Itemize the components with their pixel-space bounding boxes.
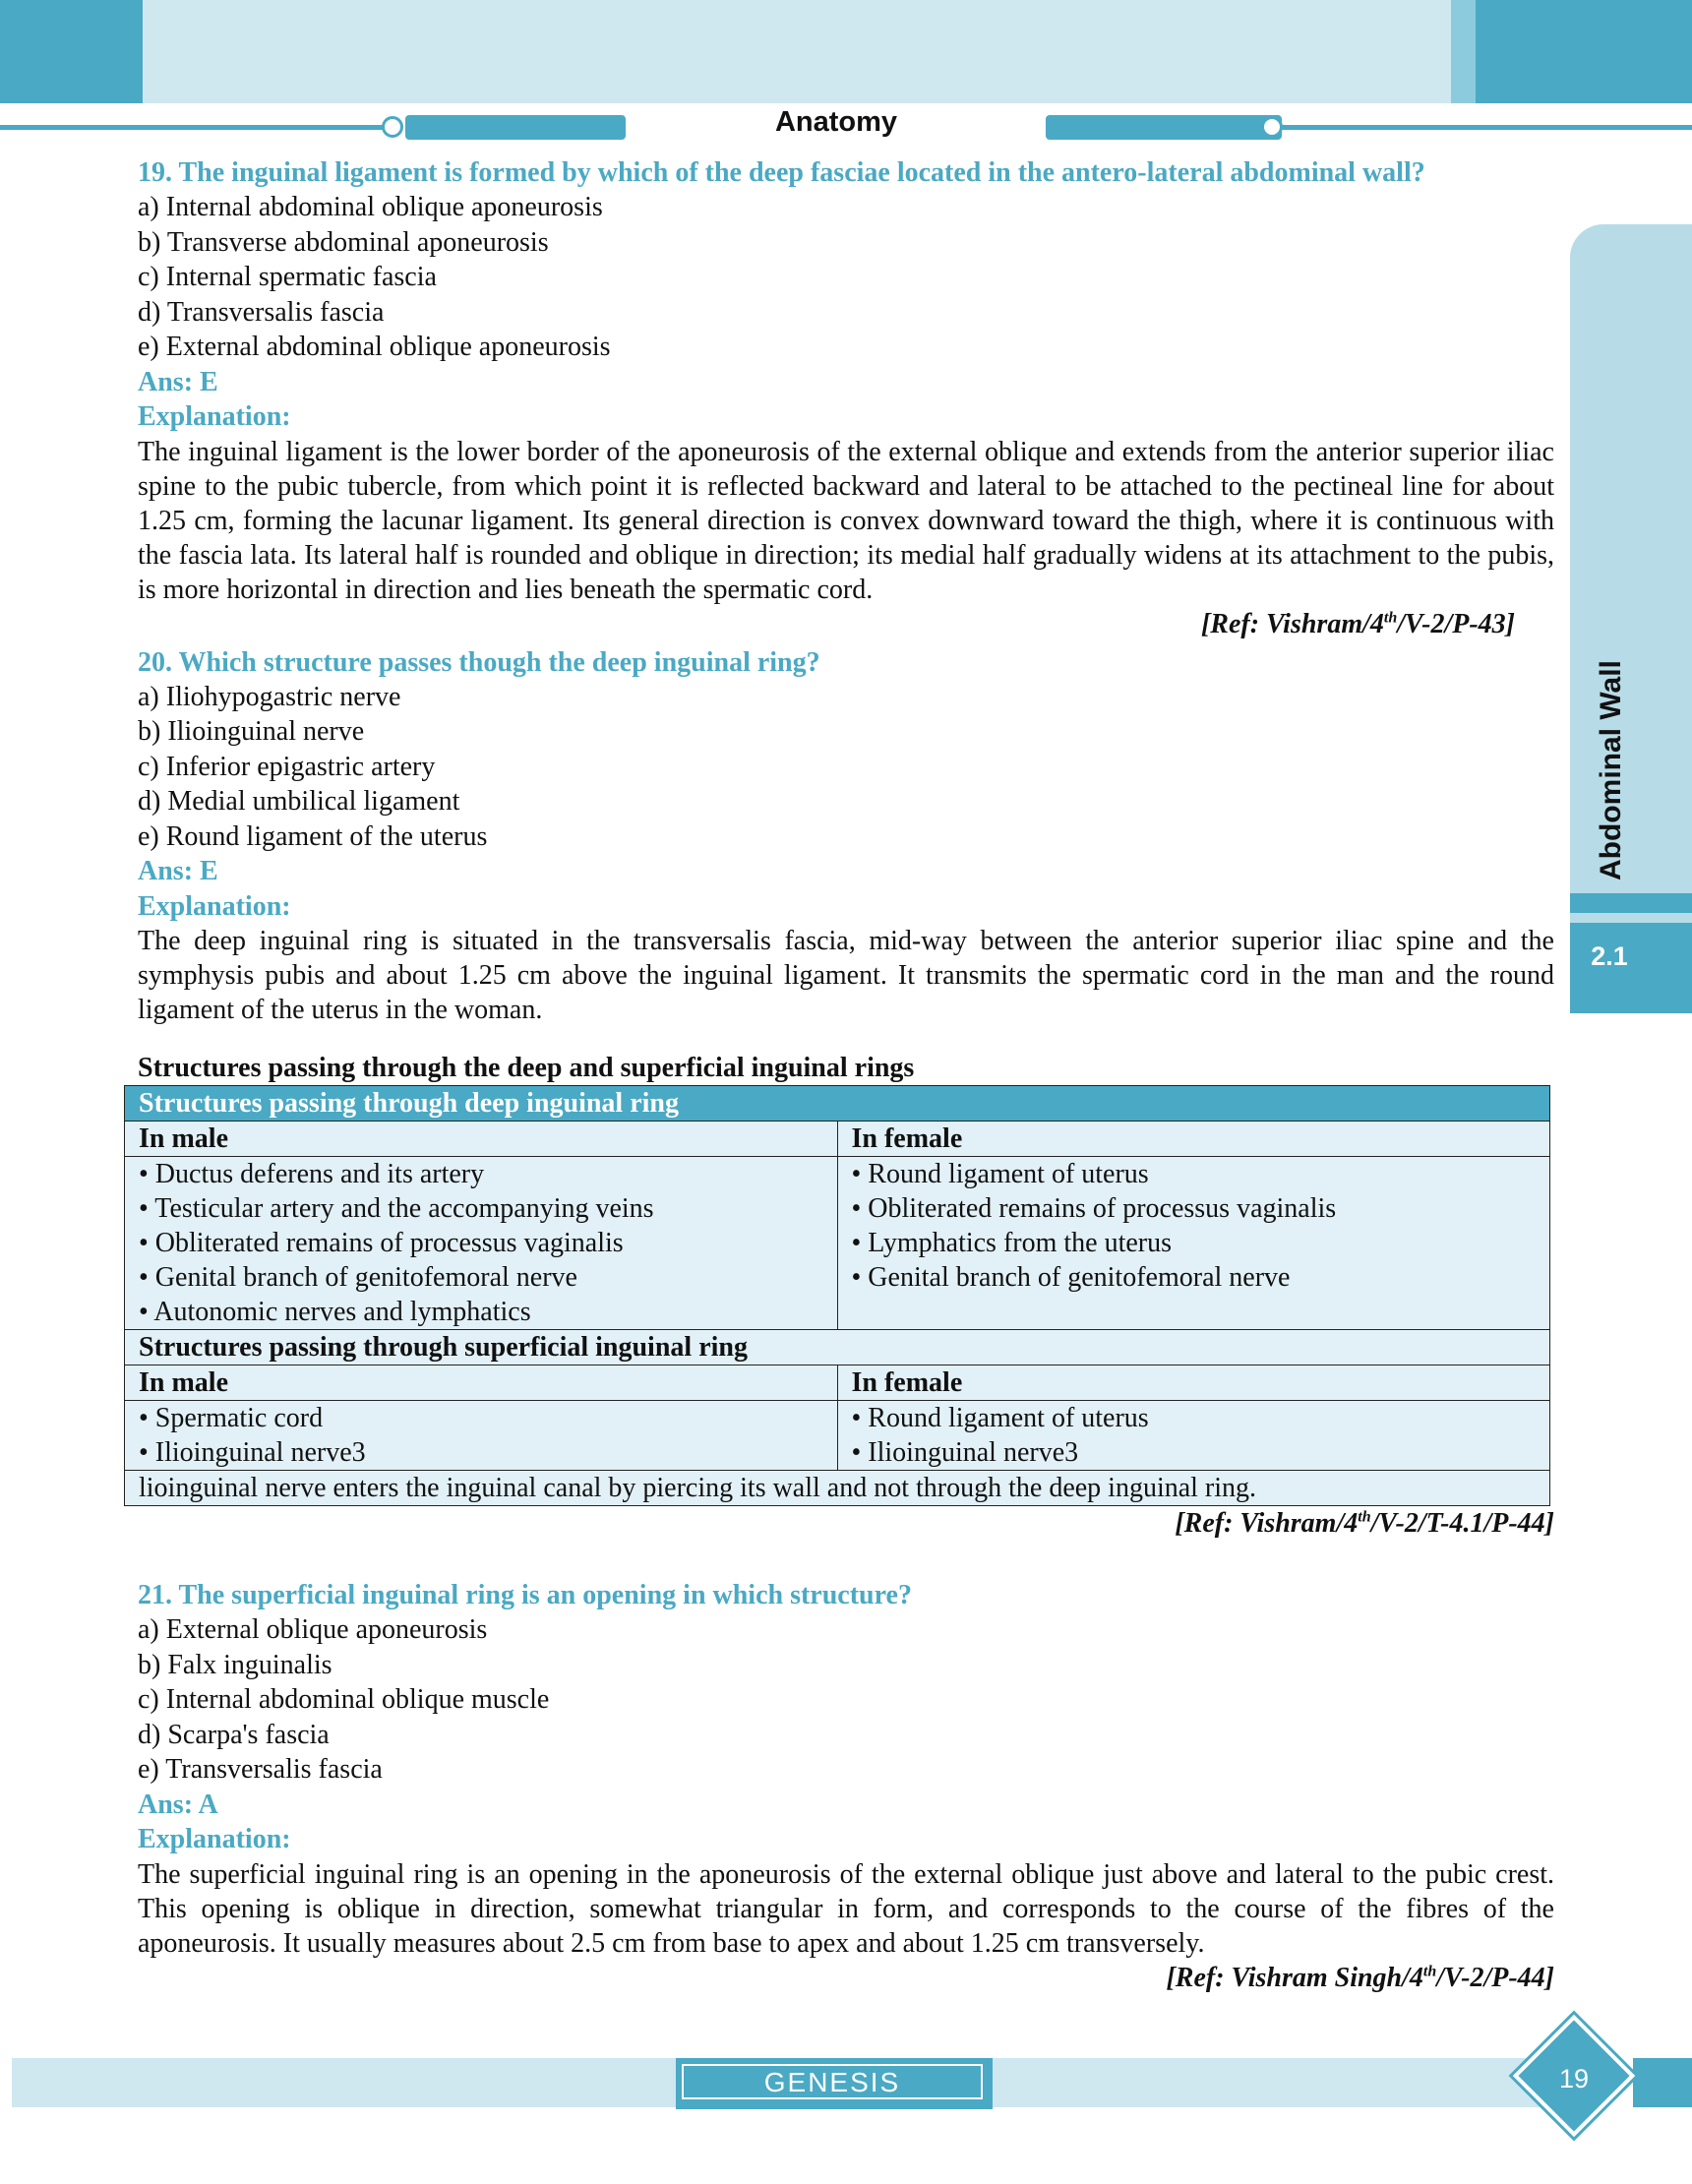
- option-c: c) Inferior epigastric artery: [138, 751, 436, 782]
- page-title: Anatomy: [774, 106, 898, 138]
- header-band-accent: [1451, 0, 1476, 103]
- table-reference: [Ref: Vishram/4th/V-2/T-4.1/P-44]: [1175, 1508, 1554, 1539]
- explanation-text: The inguinal ligament is the lower border of the aponeurosis of the external oblique and extends from the anterior superior iliac spine to the pubic tubercle, from which point it is reflected backward and lateral to be attached to the pectineal line for about 1.25 cm, forming the lacunar ligament. Its general direction is convex downward toward the thigh, where it is continuous with the fascia lata. Its lateral half is rounded and oblique in direction; its medial half gradually widens at its attachment to the pubis, is more horizontal in direction and lies beneath the spermatic cord.: [138, 436, 1554, 605]
- chapter-number: 2.1: [1591, 941, 1628, 971]
- header-pill-left: [405, 115, 626, 140]
- question-21: [138, 1578, 1554, 1995]
- side-tab-gap: [1570, 913, 1692, 923]
- footer-band-right: [1633, 2058, 1692, 2107]
- question-20: [138, 645, 1554, 1028]
- superficial-male-label: In male: [125, 1365, 838, 1401]
- option-b: b) Transverse abdominal aponeurosis: [138, 226, 549, 258]
- explanation-text: The deep inguinal ring is situated in the transversalis fascia, mid-way between the anterior superior iliac spine and the symphysis pubis and about 1.25 cm above the inguinal ligament. It transmits the spermatic cord in the man and the round ligament of the uterus in the woman.: [138, 926, 1554, 1025]
- question-text: 19. The inguinal ligament is formed by which of the deep fasciae located in the antero-lateral abdominal wall?: [138, 157, 1425, 188]
- question-text: 20. Which structure passes though the deep inguinal ring?: [138, 646, 820, 678]
- option-b: b) Ilioinguinal nerve: [138, 716, 365, 747]
- side-tab-stripe: [1570, 893, 1692, 913]
- superficial-male-list: [125, 1401, 838, 1471]
- answer: Ans: A: [138, 1789, 218, 1820]
- inguinal-rings-table: [124, 1085, 1550, 1506]
- page-number: 19: [1558, 2064, 1590, 2093]
- superficial-ring-header: Structures passing through superficial inguinal ring: [125, 1330, 1550, 1365]
- footer-brand: GENESIS: [682, 2064, 983, 2099]
- option-e: e) External abdominal oblique aponeurosis: [138, 332, 611, 362]
- header-knob-left: [382, 116, 403, 138]
- list-item: • Genital branch of genitofemoral nerve: [139, 1262, 577, 1293]
- list-item: • Round ligament of uterus: [851, 1159, 1149, 1189]
- header-pill-right: [1046, 115, 1282, 140]
- header-rule-right: [1281, 125, 1692, 130]
- answer: Ans: E: [138, 856, 218, 886]
- table-caption: Structures passing through the deep and superficial inguinal rings: [138, 1053, 915, 1083]
- list-item: • Spermatic cord: [139, 1403, 324, 1433]
- chapter-side-tab: [1570, 224, 1692, 893]
- reference: [Ref: Vishram Singh/4th/V-2/P-44]: [1166, 1962, 1554, 1993]
- list-item: • Obliterated remains of processus vaginalis: [851, 1193, 1337, 1224]
- option-c: c) Internal spermatic fascia: [138, 262, 437, 292]
- header-knob-right: [1261, 116, 1283, 138]
- option-a: a) Iliohypogastric nerve: [138, 681, 401, 712]
- list-item: • Testicular artery and the accompanying veins: [139, 1193, 654, 1224]
- list-item: • Autonomic nerves and lymphatics: [139, 1297, 531, 1327]
- header-band-right: [1476, 0, 1692, 103]
- answer: Ans: E: [138, 366, 218, 397]
- table-note: lioinguinal nerve enters the inguinal canal by piercing its wall and not through the deep inguinal ring.: [125, 1471, 1550, 1506]
- explanation-label: Explanation:: [138, 401, 291, 432]
- deep-male-list: [125, 1157, 838, 1330]
- list-item: • Genital branch of genitofemoral nerve: [851, 1262, 1291, 1293]
- deep-female-list: [837, 1157, 1550, 1330]
- list-item: • Ductus deferens and its artery: [139, 1159, 485, 1189]
- option-d: d) Scarpa's fascia: [138, 1719, 330, 1750]
- header-band-left: [0, 0, 143, 103]
- option-a: a) Internal abdominal oblique aponeurosis: [138, 192, 603, 222]
- superficial-female-label: In female: [837, 1365, 1550, 1401]
- option-e: e) Round ligament of the uterus: [138, 820, 488, 852]
- deep-male-label: In male: [125, 1122, 838, 1157]
- option-c: c) Internal abdominal oblique muscle: [138, 1684, 550, 1715]
- deep-female-label: In female: [837, 1122, 1550, 1157]
- list-item: • Obliterated remains of processus vaginalis: [139, 1228, 624, 1258]
- chapter-label: Abdominal Wall: [1595, 660, 1627, 880]
- list-item: • Round ligament of uterus: [851, 1403, 1149, 1433]
- option-a: a) External oblique aponeurosis: [138, 1614, 488, 1645]
- list-item: • Lymphatics from the uterus: [851, 1228, 1173, 1258]
- explanation-label: Explanation:: [138, 1824, 291, 1854]
- reference: [Ref: Vishram/4th/V-2/P-43]: [1200, 608, 1515, 639]
- explanation-text: The superficial inguinal ring is an opening in the aponeurosis of the external oblique just above and lateral to the pubic crest. This opening is oblique in direction, somewhat triangular in form, and corresponds to the course of the fibres of the aponeurosis. It usually measures about 2.5 cm from base to apex and about 1.25 cm transversely.: [138, 1858, 1554, 1959]
- option-d: d) Medial umbilical ligament: [138, 786, 460, 817]
- list-item: • Ilioinguinal nerve3: [851, 1437, 1079, 1468]
- deep-ring-header: Structures passing through deep inguinal ring: [125, 1086, 1550, 1122]
- header-rule-left: [0, 125, 384, 130]
- list-item: • Ilioinguinal nerve3: [139, 1437, 366, 1468]
- option-b: b) Falx inguinalis: [138, 1649, 332, 1680]
- option-e: e) Transversalis fascia: [138, 1754, 383, 1785]
- header-band: [143, 0, 1451, 103]
- page-content: [138, 155, 1554, 1995]
- question-text: 21. The superficial inguinal ring is an opening in which structure?: [138, 1580, 912, 1610]
- question-19: [138, 155, 1554, 641]
- explanation-label: Explanation:: [138, 890, 291, 922]
- superficial-female-list: [837, 1401, 1550, 1471]
- option-d: d) Transversalis fascia: [138, 296, 385, 328]
